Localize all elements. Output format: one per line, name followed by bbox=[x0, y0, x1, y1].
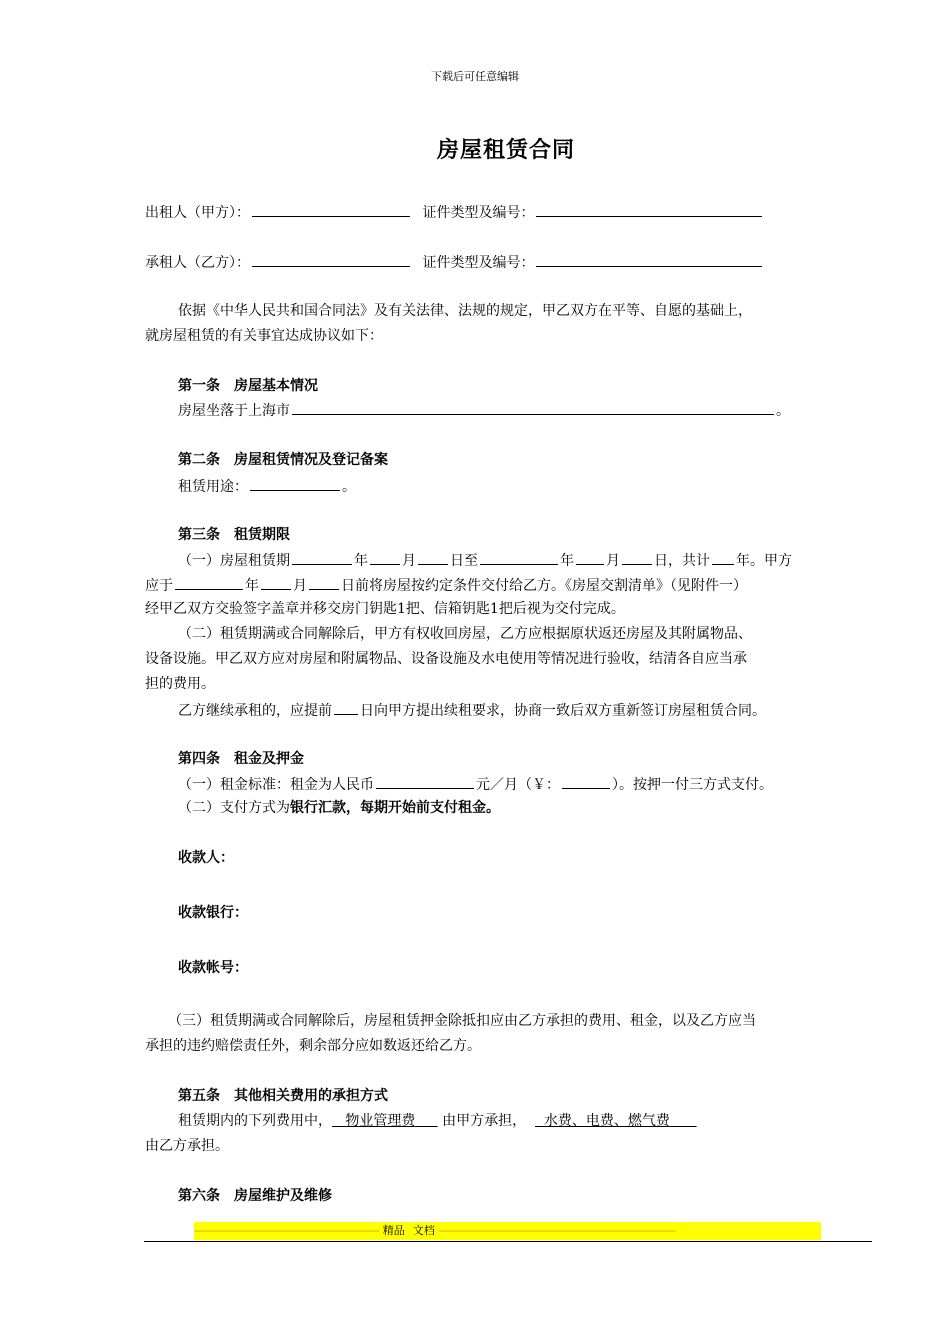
footer-label-b: 文档 bbox=[412, 1224, 435, 1237]
deliver-month-blank[interactable] bbox=[261, 575, 291, 590]
month-label: 月 bbox=[606, 553, 620, 569]
fee-party-a-label: 由甲方承担， bbox=[442, 1113, 527, 1129]
article-3-line-3: 经甲乙双方交验签字盖章并移交房门钥匙1把、信箱钥匙1把后视为交付完成。 bbox=[145, 601, 625, 617]
deliver-text: 日前将房屋按约定条件交付给乙方。《房屋交割清单》（见附件一） bbox=[341, 578, 747, 594]
renewal-label: 乙方继续承租的，应提前 bbox=[178, 703, 332, 719]
rent-standard-line bbox=[178, 774, 773, 794]
party-b-blank[interactable] bbox=[252, 252, 410, 267]
payment-method-label: （二）支付方式为 bbox=[178, 800, 290, 816]
party-a-id-blank[interactable] bbox=[536, 202, 762, 217]
footer-dashes-right: --------------------------------------------------------------------------------------- bbox=[438, 1224, 676, 1237]
party-a-label: 出租人（甲方）： bbox=[145, 205, 250, 221]
article-1-text bbox=[178, 400, 790, 420]
year-label: 年 bbox=[245, 578, 259, 594]
month-label: 月 bbox=[293, 578, 307, 594]
end-day-blank[interactable] bbox=[622, 550, 652, 565]
end-year-blank[interactable] bbox=[480, 550, 558, 565]
fees-line-2: 由乙方承担。 bbox=[145, 1138, 229, 1154]
year-label: 年 bbox=[560, 553, 574, 569]
deposit-line-1: （三）租赁期满或合同解除后，房屋租赁押金除抵扣应由乙方承担的费用、租金，以及乙方应当 bbox=[168, 1013, 756, 1029]
deliver-label: 应于 bbox=[145, 578, 173, 594]
article-2-text bbox=[178, 476, 356, 496]
footer-band bbox=[194, 1222, 821, 1240]
article-6-title: 第六条 房屋维护及维修 bbox=[178, 1188, 332, 1204]
article-2-title: 第二条 房屋租赁情况及登记备案 bbox=[178, 452, 388, 468]
payee-label: 收款人： bbox=[178, 850, 234, 866]
header-note: 下载后可任意编辑 bbox=[431, 70, 519, 83]
start-day-blank[interactable] bbox=[418, 550, 448, 565]
purpose-label: 租赁用途： bbox=[178, 479, 248, 495]
account-label: 收款帐号： bbox=[178, 960, 248, 976]
footer-rule bbox=[144, 1241, 872, 1242]
year-label: 年 bbox=[354, 553, 368, 569]
deliver-day-blank[interactable] bbox=[309, 575, 339, 590]
total-label: ，共计 bbox=[668, 553, 710, 569]
article-1-title: 第一条 房屋基本情况 bbox=[178, 378, 318, 394]
footer-label-a: 精品 bbox=[382, 1224, 405, 1237]
fee-party-b: 水费、电费、燃气费 bbox=[543, 1113, 670, 1129]
article-5-title: 第五条 其他相关费用的承担方式 bbox=[178, 1088, 388, 1104]
article-3-line-1 bbox=[178, 550, 792, 570]
start-year-blank[interactable] bbox=[292, 550, 352, 565]
day-from-label: 日至 bbox=[450, 553, 478, 569]
lease-term-label: （一）房屋租赁期 bbox=[178, 553, 290, 569]
intro-line-1: 依据《中华人民共和国合同法》及有关法律、法规的规定，甲乙双方在平等、自愿的基础上， bbox=[178, 303, 752, 319]
day-label: 日 bbox=[654, 553, 668, 569]
rent-unit-label: 元／月（￥： bbox=[476, 777, 560, 793]
footer-dashes-left: -------------------------------------------------------------------- bbox=[194, 1224, 379, 1237]
article-1-end: 。 bbox=[776, 403, 790, 419]
article-3-para-2-line-2: 设备设施。甲乙双方应对房屋和附属物品、设备设施及水电使用等情况进行验收，结清各自应当承 bbox=[145, 651, 747, 667]
party-b-id-blank[interactable] bbox=[536, 252, 762, 267]
article-3-title: 第三条 租赁期限 bbox=[178, 527, 290, 543]
party-a-blank[interactable] bbox=[252, 202, 410, 217]
article-3-line-1-end: 年。甲方 bbox=[736, 553, 792, 569]
month-label: 月 bbox=[402, 553, 416, 569]
purpose-blank[interactable] bbox=[250, 476, 340, 491]
start-month-blank[interactable] bbox=[370, 550, 400, 565]
party-a-id-label: 证件类型及编号： bbox=[422, 205, 535, 221]
article-4-title: 第四条 租金及押金 bbox=[178, 751, 304, 767]
article-3-para-2-line-1: （二）租赁期满或合同解除后，甲方有权收回房屋，乙方应根据原状返还房屋及其附属物品、 bbox=[178, 626, 752, 642]
party-a-row bbox=[145, 202, 764, 222]
deliver-year-blank[interactable] bbox=[175, 575, 243, 590]
bank-label: 收款银行： bbox=[178, 905, 248, 921]
total-years-blank[interactable] bbox=[712, 550, 734, 565]
renewal-days-blank[interactable] bbox=[334, 700, 358, 715]
rent-amount-blank[interactable] bbox=[376, 774, 474, 789]
location-label: 房屋坐落于上海市 bbox=[178, 403, 290, 419]
rent-label: （一）租金标准：租金为人民币 bbox=[178, 777, 374, 793]
fees-label: 租赁期内的下列费用中， bbox=[178, 1113, 332, 1129]
location-blank[interactable] bbox=[292, 400, 774, 415]
party-b-label: 承租人（乙方）： bbox=[145, 255, 250, 271]
end-month-blank[interactable] bbox=[576, 550, 604, 565]
fees-line bbox=[178, 1112, 697, 1130]
deposit-line-2: 承担的违约赔偿责任外，剩余部分应如数返还给乙方。 bbox=[145, 1038, 481, 1054]
renewal-text: 日向甲方提出续租要求，协商一致后双方重新签订房屋租赁合同。 bbox=[360, 703, 766, 719]
rent-payment-text: ）。按押一付三方式支付。 bbox=[612, 777, 773, 793]
payment-method-line bbox=[178, 799, 500, 817]
article-2-end: 。 bbox=[342, 479, 356, 495]
intro-line-2: 就房屋租赁的有关事宜达成协议如下： bbox=[145, 328, 383, 344]
payment-method-value: 银行汇款，每期开始前支付租金。 bbox=[290, 800, 500, 816]
party-b-id-label: 证件类型及编号： bbox=[422, 255, 535, 271]
page-title: 房屋租赁合同 bbox=[436, 137, 575, 163]
article-3-para-2-line-3: 担的费用。 bbox=[145, 676, 215, 692]
article-3-line-2 bbox=[145, 575, 747, 595]
party-b-row bbox=[145, 252, 764, 272]
fee-party-a: 物业管理费 bbox=[345, 1113, 416, 1129]
renewal-line bbox=[178, 700, 766, 720]
rent-number-blank[interactable] bbox=[562, 774, 610, 789]
